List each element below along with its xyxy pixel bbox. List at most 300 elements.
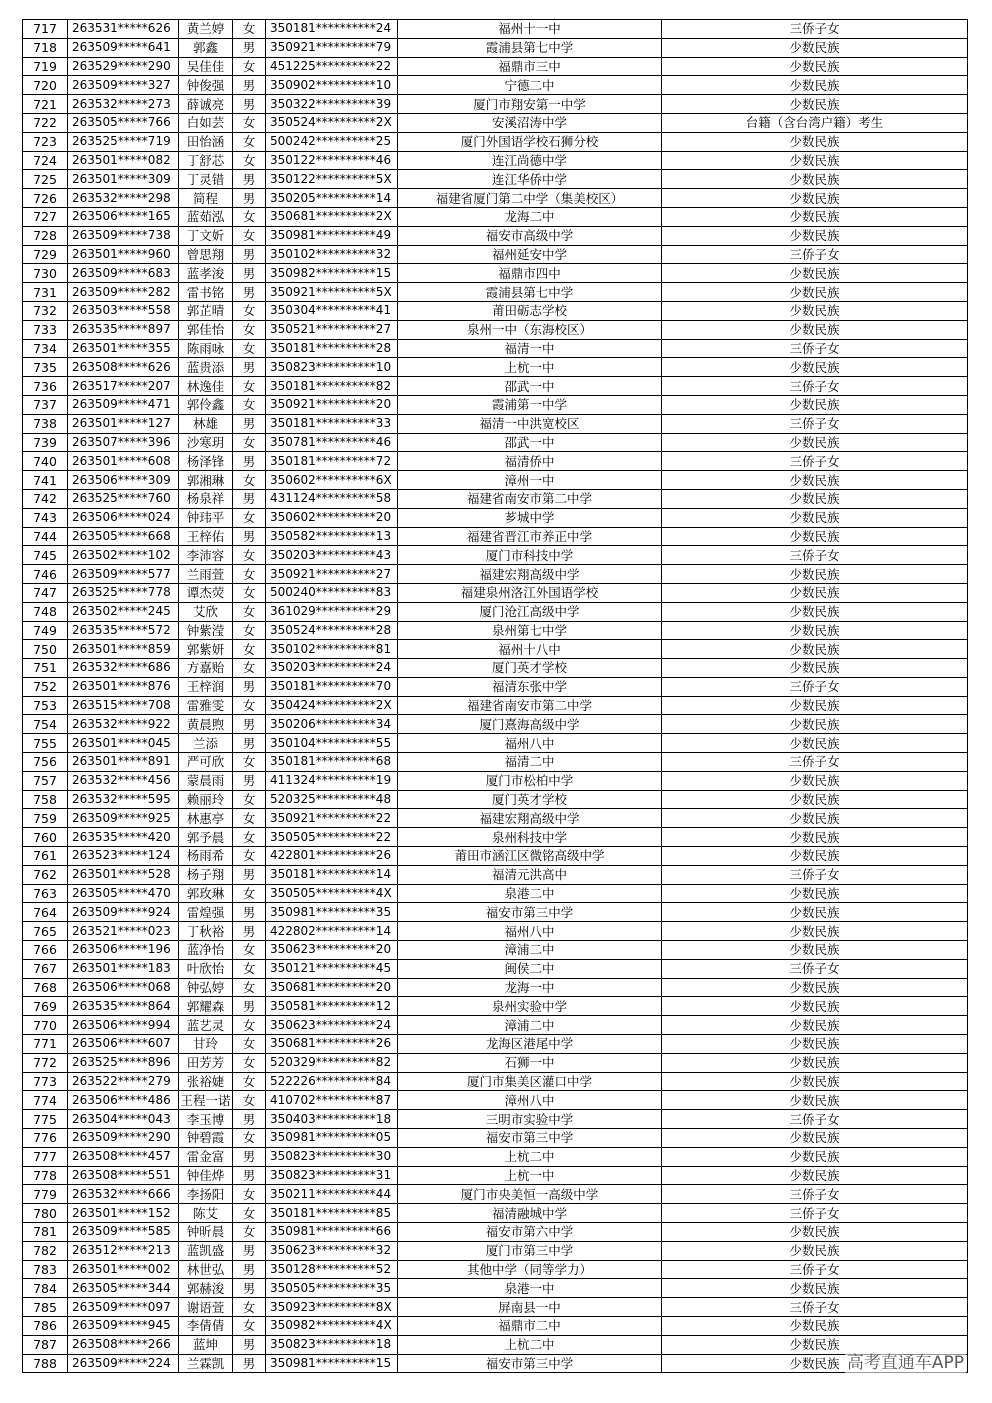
student-name: 王梓润 <box>179 677 233 696</box>
id-card-number: 350981**********49 <box>266 226 398 245</box>
category: 三侨子女 <box>662 377 968 396</box>
id-card-number: 350203**********24 <box>266 659 398 678</box>
student-name: 雷雅雯 <box>179 696 233 715</box>
gender: 女 <box>233 132 266 151</box>
category: 少数民族 <box>662 57 968 76</box>
student-name: 蓝茹泓 <box>179 207 233 226</box>
school-name: 连江华侨中学 <box>398 170 662 189</box>
school-name: 福州十八中 <box>398 640 662 659</box>
student-name: 郭耀森 <box>179 997 233 1016</box>
student-name: 杨泽锋 <box>179 452 233 471</box>
student-name: 曾思翔 <box>179 245 233 264</box>
id-card-number: 350181**********28 <box>266 339 398 358</box>
exam-number: 263506*****024 <box>68 508 179 527</box>
roster-table <box>22 19 968 1373</box>
exam-number: 263509*****290 <box>68 1129 179 1148</box>
category: 少数民族 <box>662 809 968 828</box>
table-row <box>23 828 968 847</box>
row-number: 775 <box>23 1110 68 1129</box>
category: 少数民族 <box>662 207 968 226</box>
student-name: 薛诚亮 <box>179 95 233 114</box>
exam-number: 263532*****666 <box>68 1185 179 1204</box>
student-name: 丁灵错 <box>179 170 233 189</box>
school-name: 上杭一中 <box>398 358 662 377</box>
row-number: 724 <box>23 151 68 170</box>
id-card-number: 350823**********18 <box>266 1335 398 1354</box>
school-name: 泉州第七中学 <box>398 621 662 640</box>
category: 少数民族 <box>662 640 968 659</box>
gender: 女 <box>233 471 266 490</box>
row-number: 729 <box>23 245 68 264</box>
id-card-number: 350681**********2X <box>266 207 398 226</box>
exam-number: 263523*****124 <box>68 847 179 866</box>
row-number: 736 <box>23 377 68 396</box>
exam-number: 263509*****738 <box>68 226 179 245</box>
school-name: 漳州八中 <box>398 1091 662 1110</box>
table-row <box>23 358 968 377</box>
school-name: 泉港一中 <box>398 1279 662 1298</box>
student-name: 谢语萱 <box>179 1298 233 1317</box>
id-card-number: 350823**********31 <box>266 1166 398 1185</box>
table-row <box>23 395 968 414</box>
student-name: 郭芷晴 <box>179 301 233 320</box>
id-card-number: 350322**********39 <box>266 95 398 114</box>
school-name: 福州延安中学 <box>398 245 662 264</box>
table-row <box>23 527 968 546</box>
gender: 女 <box>233 1035 266 1054</box>
gender: 女 <box>233 57 266 76</box>
row-number: 745 <box>23 546 68 565</box>
row-number: 742 <box>23 489 68 508</box>
row-number: 770 <box>23 1016 68 1035</box>
exam-number: 263502*****245 <box>68 602 179 621</box>
gender: 男 <box>233 903 266 922</box>
school-name: 宁德二中 <box>398 76 662 95</box>
exam-number: 263532*****456 <box>68 771 179 790</box>
exam-number: 263501*****608 <box>68 452 179 471</box>
gender: 女 <box>233 1223 266 1242</box>
student-name: 钟紫滢 <box>179 621 233 640</box>
table-row <box>23 245 968 264</box>
category: 少数民族 <box>662 283 968 302</box>
id-card-number: 350921**********79 <box>266 38 398 57</box>
row-number: 776 <box>23 1129 68 1148</box>
school-name: 福鼎市三中 <box>398 57 662 76</box>
gender: 女 <box>233 1129 266 1148</box>
exam-number: 263512*****213 <box>68 1241 179 1260</box>
gender: 女 <box>233 395 266 414</box>
gender: 女 <box>233 301 266 320</box>
row-number: 781 <box>23 1223 68 1242</box>
table-row <box>23 38 968 57</box>
category: 少数民族 <box>662 941 968 960</box>
category: 少数民族 <box>662 358 968 377</box>
row-number: 740 <box>23 452 68 471</box>
gender: 男 <box>233 1110 266 1129</box>
row-number: 744 <box>23 527 68 546</box>
exam-number: 263504*****043 <box>68 1110 179 1129</box>
student-name: 白如芸 <box>179 113 233 132</box>
table-row <box>23 170 968 189</box>
gender: 女 <box>233 1185 266 1204</box>
exam-number: 263505*****470 <box>68 884 179 903</box>
school-name: 霞浦第一中学 <box>398 395 662 414</box>
row-number: 739 <box>23 433 68 452</box>
table-row <box>23 132 968 151</box>
school-name: 上杭二中 <box>398 1147 662 1166</box>
table-row <box>23 1185 968 1204</box>
student-name: 王程一诺 <box>180 1092 231 1108</box>
table-row <box>23 489 968 508</box>
exam-number: 263506*****607 <box>68 1035 179 1054</box>
exam-number: 263506*****068 <box>68 978 179 997</box>
gender: 男 <box>233 414 266 433</box>
category: 少数民族 <box>662 659 968 678</box>
school-name: 莆田市涵江区微铭高级中学 <box>398 847 662 866</box>
table-row <box>23 189 968 208</box>
id-card-number: 350181**********24 <box>266 20 398 39</box>
category: 少数民族 <box>662 527 968 546</box>
id-card-number: 350521**********27 <box>266 320 398 339</box>
id-card-number: 350982**********4X <box>266 1316 398 1335</box>
student-name: 钟碧霞 <box>179 1129 233 1148</box>
table-row <box>23 771 968 790</box>
id-card-number: 350122**********46 <box>266 151 398 170</box>
school-name: 福安市第三中学 <box>398 903 662 922</box>
row-number: 753 <box>23 696 68 715</box>
row-number: 761 <box>23 847 68 866</box>
exam-number: 263508*****457 <box>68 1147 179 1166</box>
row-number: 755 <box>23 734 68 753</box>
watermark-text: 高考直通车APP <box>845 1348 966 1373</box>
category: 三侨子女 <box>662 20 968 39</box>
table-row <box>23 959 968 978</box>
exam-number: 263532*****595 <box>68 790 179 809</box>
student-name: 雷金富 <box>179 1147 233 1166</box>
id-card-number: 350982**********15 <box>266 264 398 283</box>
table-row <box>23 1129 968 1148</box>
category: 少数民族 <box>662 583 968 602</box>
row-number: 756 <box>23 753 68 772</box>
category: 少数民族 <box>662 565 968 584</box>
gender: 男 <box>233 170 266 189</box>
table-row <box>23 715 968 734</box>
gender: 女 <box>233 809 266 828</box>
student-name: 蓝坤 <box>179 1335 233 1354</box>
row-number: 782 <box>23 1241 68 1260</box>
category: 少数民族 <box>662 226 968 245</box>
table-row <box>23 922 968 941</box>
row-number: 788 <box>23 1354 68 1373</box>
category: 少数民族 <box>662 1354 968 1373</box>
table-row <box>23 997 968 1016</box>
id-card-number: 350602**********20 <box>266 508 398 527</box>
exam-number: 263505*****668 <box>68 527 179 546</box>
category: 三侨子女 <box>662 1185 968 1204</box>
exam-number: 263501*****876 <box>68 677 179 696</box>
student-name: 黄晨煦 <box>179 715 233 734</box>
school-name: 霞浦县第七中学 <box>398 38 662 57</box>
table-row <box>23 76 968 95</box>
student-name: 蓝凯盛 <box>179 1241 233 1260</box>
student-name: 赖丽玲 <box>179 790 233 809</box>
row-number: 717 <box>23 20 68 39</box>
school-name: 厦门外国语学校石狮分校 <box>398 132 662 151</box>
school-name: 厦门熹海高级中学 <box>398 715 662 734</box>
table-row <box>23 264 968 283</box>
student-name: 李玉博 <box>179 1110 233 1129</box>
id-card-number: 350211**********44 <box>266 1185 398 1204</box>
id-card-number: 422802**********14 <box>266 922 398 941</box>
school-name: 福清东张中学 <box>398 677 662 696</box>
row-number: 734 <box>23 339 68 358</box>
category: 少数民族 <box>662 189 968 208</box>
id-card-number: 350902**********10 <box>266 76 398 95</box>
exam-number: 263525*****896 <box>68 1053 179 1072</box>
gender: 男 <box>233 76 266 95</box>
gender: 男 <box>233 922 266 941</box>
category: 三侨子女 <box>662 1204 968 1223</box>
school-name: 福清融城中学 <box>398 1204 662 1223</box>
row-number: 759 <box>23 809 68 828</box>
student-name: 郭玫琳 <box>179 884 233 903</box>
school-name: 莆田砺志学校 <box>398 301 662 320</box>
school-name: 福鼎市四中 <box>398 264 662 283</box>
school-name: 泉港二中 <box>398 884 662 903</box>
row-number: 720 <box>23 76 68 95</box>
category: 少数民族 <box>662 1316 968 1335</box>
student-name: 蒙晨雨 <box>179 771 233 790</box>
school-name: 厦门市翔安第一中学 <box>398 95 662 114</box>
table-row <box>23 865 968 884</box>
exam-number: 263508*****551 <box>68 1166 179 1185</box>
school-name: 福安市第三中学 <box>398 1129 662 1148</box>
row-number: 728 <box>23 226 68 245</box>
row-number: 783 <box>23 1260 68 1279</box>
school-name: 福清元洪高中 <box>398 865 662 884</box>
category: 少数民族 <box>662 301 968 320</box>
gender: 女 <box>233 320 266 339</box>
row-number: 751 <box>23 659 68 678</box>
school-name: 福建泉州洛江外国语学校 <box>398 583 662 602</box>
exam-number: 263535*****897 <box>68 320 179 339</box>
student-name: 林世弘 <box>179 1260 233 1279</box>
exam-number: 263509*****924 <box>68 903 179 922</box>
table-row <box>23 659 968 678</box>
gender: 男 <box>233 95 266 114</box>
gender: 女 <box>233 1053 266 1072</box>
gender: 女 <box>233 433 266 452</box>
gender: 男 <box>233 997 266 1016</box>
school-name: 上杭二中 <box>398 1335 662 1354</box>
exam-number: 263532*****273 <box>68 95 179 114</box>
exam-number: 263506*****486 <box>68 1091 179 1110</box>
gender: 男 <box>233 715 266 734</box>
row-number: 769 <box>23 997 68 1016</box>
category: 少数民族 <box>662 884 968 903</box>
school-name: 厦门市央美恒一高级中学 <box>398 1185 662 1204</box>
exam-number: 263509*****471 <box>68 395 179 414</box>
student-name: 谭杰荧 <box>179 583 233 602</box>
id-card-number: 361029**********29 <box>266 602 398 621</box>
exam-number: 263501*****152 <box>68 1204 179 1223</box>
exam-number: 263501*****960 <box>68 245 179 264</box>
school-name: 福建省南安市第二中学 <box>398 489 662 508</box>
exam-number: 263501*****859 <box>68 640 179 659</box>
gender: 男 <box>233 245 266 264</box>
category: 少数民族 <box>662 602 968 621</box>
school-name: 福安市第六中学 <box>398 1223 662 1242</box>
exam-number: 263531*****626 <box>68 20 179 39</box>
exam-number: 263501*****002 <box>68 1260 179 1279</box>
category: 少数民族 <box>662 38 968 57</box>
gender: 男 <box>233 264 266 283</box>
school-name: 安溪沼涛中学 <box>398 113 662 132</box>
category: 少数民族 <box>662 1016 968 1035</box>
id-card-number: 350623**********24 <box>266 1016 398 1035</box>
student-name: 李倩倩 <box>179 1316 233 1335</box>
row-number: 758 <box>23 790 68 809</box>
row-number: 725 <box>23 170 68 189</box>
gender: 女 <box>233 959 266 978</box>
student-name: 杨子翔 <box>179 865 233 884</box>
student-name: 郭紫妍 <box>179 640 233 659</box>
school-name: 石狮一中 <box>398 1053 662 1072</box>
table-row <box>23 414 968 433</box>
id-card-number: 350104**********55 <box>266 734 398 753</box>
school-name: 厦门市第三中学 <box>398 1241 662 1260</box>
id-card-number: 350781**********46 <box>266 433 398 452</box>
row-number: 735 <box>23 358 68 377</box>
gender: 女 <box>233 508 266 527</box>
exam-number: 263509*****945 <box>68 1316 179 1335</box>
student-name: 郭湘琳 <box>179 471 233 490</box>
row-number: 772 <box>23 1053 68 1072</box>
id-card-number: 350921**********5X <box>266 283 398 302</box>
row-number: 749 <box>23 621 68 640</box>
table-row <box>23 339 968 358</box>
id-card-number: 350304**********41 <box>266 301 398 320</box>
row-number: 767 <box>23 959 68 978</box>
category: 少数民族 <box>662 471 968 490</box>
id-card-number: 350623**********20 <box>266 941 398 960</box>
row-number: 718 <box>23 38 68 57</box>
category: 少数民族 <box>662 76 968 95</box>
id-card-number: 350681**********26 <box>266 1035 398 1054</box>
id-card-number: 350181**********70 <box>266 677 398 696</box>
exam-number: 263525*****760 <box>68 489 179 508</box>
exam-number: 263521*****023 <box>68 922 179 941</box>
id-card-number: 350128**********52 <box>266 1260 398 1279</box>
student-name: 钟俊强 <box>179 76 233 95</box>
id-card-number: 522226**********84 <box>266 1072 398 1091</box>
table-row <box>23 452 968 471</box>
school-name: 闽侯二中 <box>398 959 662 978</box>
student-name: 雷煌强 <box>179 903 233 922</box>
table-row <box>23 207 968 226</box>
id-card-number: 350203**********43 <box>266 546 398 565</box>
school-name: 厦门沧江高级中学 <box>398 602 662 621</box>
student-name: 陈艾 <box>179 1204 233 1223</box>
id-card-number: 350206**********34 <box>266 715 398 734</box>
exam-number: 263509*****683 <box>68 264 179 283</box>
table-row <box>23 565 968 584</box>
student-name: 沙寒玥 <box>179 433 233 452</box>
id-card-number: 350981**********66 <box>266 1223 398 1242</box>
id-card-number: 350181**********33 <box>266 414 398 433</box>
school-name: 屏南县一中 <box>398 1298 662 1317</box>
table-row <box>23 903 968 922</box>
gender: 女 <box>233 1091 266 1110</box>
id-card-number: 350121**********45 <box>266 959 398 978</box>
row-number: 738 <box>23 414 68 433</box>
school-name: 漳浦二中 <box>398 1016 662 1035</box>
gender: 女 <box>233 978 266 997</box>
school-name: 福鼎市二中 <box>398 1316 662 1335</box>
exam-number: 263501*****082 <box>68 151 179 170</box>
exam-number: 263517*****207 <box>68 377 179 396</box>
category: 少数民族 <box>662 95 968 114</box>
student-name: 雷书铭 <box>179 283 233 302</box>
table-row <box>23 113 968 132</box>
gender: 女 <box>233 207 266 226</box>
id-card-number: 350681**********20 <box>266 978 398 997</box>
exam-number: 263509*****925 <box>68 809 179 828</box>
student-name: 郭佳怡 <box>179 320 233 339</box>
row-number: 786 <box>23 1316 68 1335</box>
row-number: 777 <box>23 1147 68 1166</box>
exam-number: 263525*****719 <box>68 132 179 151</box>
table-row <box>23 602 968 621</box>
student-name: 严可欣 <box>179 753 233 772</box>
exam-number: 263501*****891 <box>68 753 179 772</box>
school-name: 龙海二中 <box>398 207 662 226</box>
student-name: 李扬阳 <box>179 1185 233 1204</box>
category: 少数民族 <box>662 847 968 866</box>
id-card-number: 350122**********5X <box>266 170 398 189</box>
gender: 男 <box>233 1166 266 1185</box>
student-name: 甘玲 <box>179 1035 233 1054</box>
table-row <box>23 1110 968 1129</box>
table-row <box>23 1053 968 1072</box>
table-row <box>23 640 968 659</box>
id-card-number: 350102**********81 <box>266 640 398 659</box>
id-card-number: 422801**********26 <box>266 847 398 866</box>
category: 少数民族 <box>662 132 968 151</box>
school-name: 福清一中洪宽校区 <box>398 414 662 433</box>
gender: 男 <box>233 527 266 546</box>
gender: 女 <box>233 546 266 565</box>
student-name: 蓝艺灵 <box>179 1016 233 1035</box>
id-card-number: 350921**********22 <box>266 809 398 828</box>
row-number: 760 <box>23 828 68 847</box>
school-name: 福建省晋江市养正中学 <box>398 527 662 546</box>
row-number: 721 <box>23 95 68 114</box>
category: 少数民族 <box>662 734 968 753</box>
exam-number: 263501*****528 <box>68 865 179 884</box>
category: 少数民族 <box>662 1147 968 1166</box>
id-card-number: 350505**********4X <box>266 884 398 903</box>
exam-number: 263509*****641 <box>68 38 179 57</box>
gender: 男 <box>233 358 266 377</box>
exam-number: 263501*****045 <box>68 734 179 753</box>
student-name: 方嘉贻 <box>179 659 233 678</box>
category: 少数民族 <box>662 433 968 452</box>
table-row <box>23 1354 968 1373</box>
table-row <box>23 941 968 960</box>
table-row <box>23 301 968 320</box>
row-number: 766 <box>23 941 68 960</box>
